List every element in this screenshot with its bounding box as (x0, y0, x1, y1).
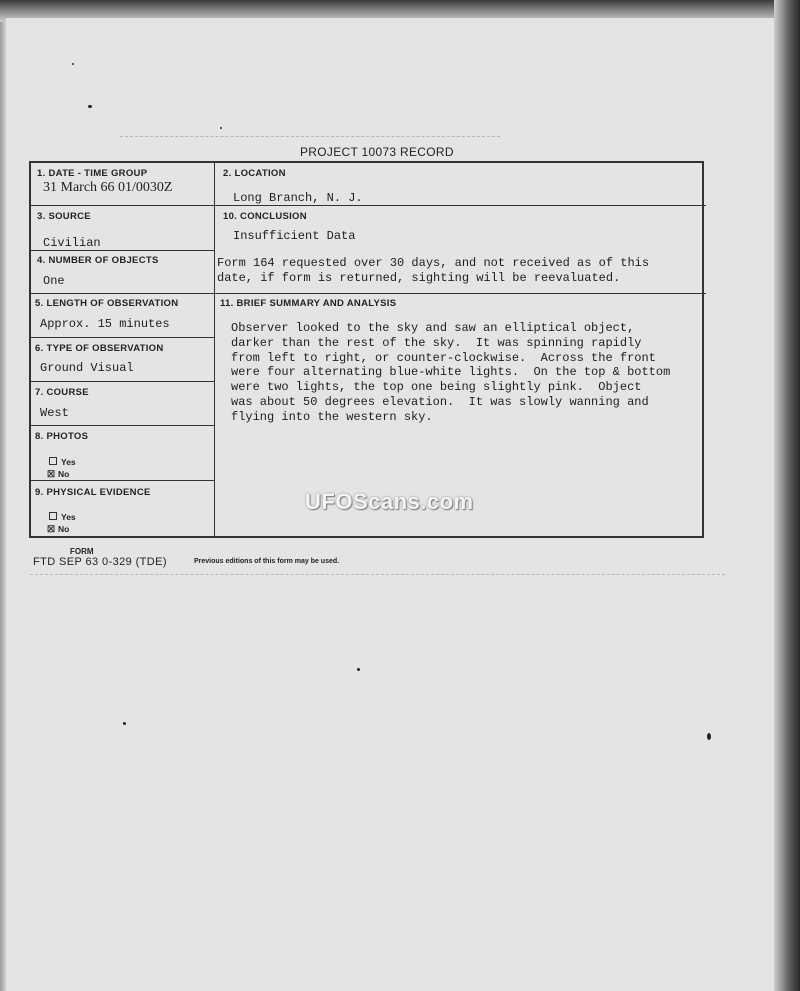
speck (88, 105, 92, 108)
speck (123, 722, 126, 725)
summary-line: were four alternating blue-white lights. On the top & bottom (231, 365, 671, 379)
conclusion-value: Insufficient Data (233, 229, 356, 243)
checkbox-empty-icon (49, 457, 57, 465)
watermark: UFOScans.com (305, 489, 474, 514)
speck (357, 668, 360, 671)
type-of-observation-value: Ground Visual (40, 361, 134, 375)
conclusion-note-line-2: date, if form is returned, sighting will be reevaluated. (217, 271, 621, 285)
date-time-group-label: 1. DATE - TIME GROUP (37, 168, 148, 179)
photos-option-yes: Yes (49, 457, 76, 467)
summary-label: 11. BRIEF SUMMARY AND ANALYSIS (220, 298, 397, 309)
photos-option-no: ☒ No (47, 469, 70, 479)
summary-line: flying into the western sky. (231, 410, 433, 424)
summary-line: were two lights, the top one being slightly pink. Object (231, 380, 642, 394)
date-time-group-value: 31 March 66 01/0030Z (43, 180, 173, 195)
photos-label: 8. PHOTOS (35, 431, 89, 442)
speck (707, 733, 711, 740)
physical-evidence-label: 9. PHYSICAL EVIDENCE (35, 487, 151, 498)
summary-line: from left to right, or counter-clockwise. Across the front (231, 351, 656, 365)
faint-rule (120, 136, 500, 137)
column-divider (214, 163, 215, 538)
row-divider (31, 205, 706, 206)
number-of-objects-label: 4. NUMBER OF OBJECTS (37, 255, 159, 266)
checkbox-marked-icon: ☒ (47, 524, 56, 534)
footer-form-word: FORM (70, 547, 94, 556)
row-divider (31, 425, 214, 426)
scan-edge-right (774, 0, 800, 991)
source-label: 3. SOURCE (37, 211, 91, 222)
row-divider (31, 293, 706, 294)
row-divider (31, 381, 214, 382)
row-divider (31, 250, 214, 251)
length-of-observation-value: Approx. 15 minutes (40, 317, 170, 331)
summary-line: was about 50 degrees elevation. It was slowly wanning and (231, 395, 649, 409)
source-value: Civilian (43, 236, 101, 250)
course-label: 7. COURSE (35, 387, 89, 398)
length-of-observation-label: 5. LENGTH OF OBSERVATION (35, 298, 179, 309)
checkbox-marked-icon: ☒ (47, 469, 56, 479)
checkbox-empty-icon (49, 512, 57, 520)
faint-rule (30, 574, 725, 575)
speck (72, 63, 74, 65)
location-value: Long Branch, N. J. (233, 191, 363, 205)
conclusion-note-line-1: Form 164 requested over 30 days, and not received as of this (217, 256, 650, 270)
summary-line: darker than the rest of the sky. It was spinning rapidly (231, 336, 642, 350)
footer-form-id: FTD SEP 63 0-329 (TDE) (33, 556, 167, 568)
number-of-objects-value: One (43, 274, 65, 288)
physical-evidence-option-no: ☒ No (47, 524, 70, 534)
type-of-observation-label: 6. TYPE OF OBSERVATION (35, 343, 164, 354)
speck (220, 127, 222, 129)
row-divider (31, 337, 214, 338)
form-title: PROJECT 10073 RECORD (300, 145, 454, 159)
row-divider (31, 480, 214, 481)
record-form (29, 161, 704, 538)
summary-line: Observer looked to the sky and saw an elliptical object, (231, 321, 635, 335)
physical-evidence-option-yes: Yes (49, 512, 76, 522)
footer-note: Previous editions of this form may be used. (194, 558, 340, 565)
location-label: 2. LOCATION (223, 168, 286, 179)
course-value: West (40, 406, 69, 420)
conclusion-label: 10. CONCLUSION (223, 211, 307, 222)
